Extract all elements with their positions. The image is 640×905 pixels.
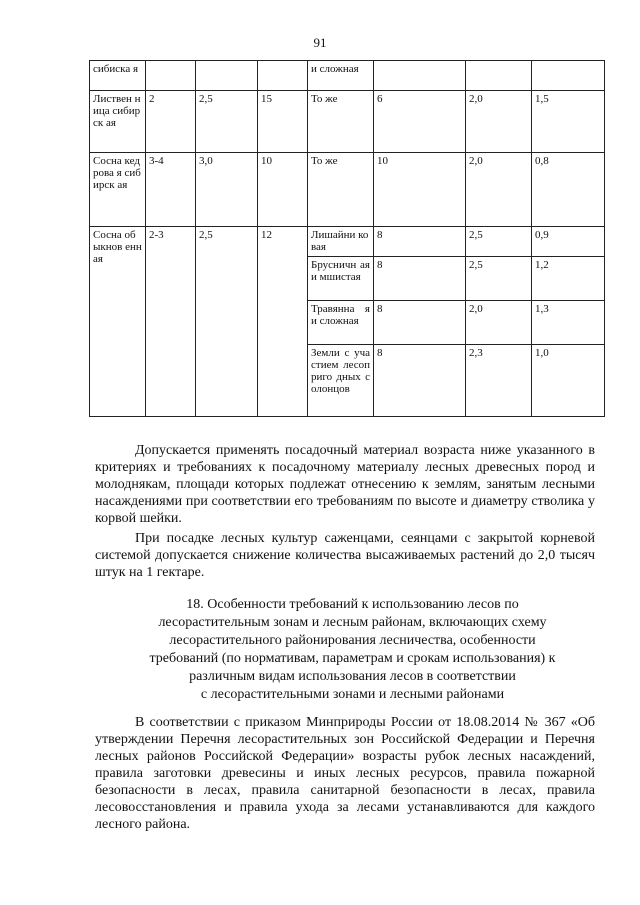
species-cell: Сосна обыкнов енная — [90, 227, 146, 417]
interval-cell: 8 — [374, 301, 466, 345]
forest-standards-table — [89, 60, 605, 417]
density-cell: 0,8 — [532, 153, 605, 227]
spacing-cell: 2,5 — [466, 227, 532, 257]
species-cell: Сосна кедрова я сибирск ая — [90, 153, 146, 227]
site-type-cell: То же — [308, 91, 374, 153]
density-cell: 1,3 — [532, 301, 605, 345]
spacing-cell: 2,0 — [466, 91, 532, 153]
heading-line: требований (по нормативам, параметрам и срокам использования) к — [149, 651, 556, 666]
table-row — [90, 227, 605, 257]
height-cell: 2,5 — [196, 227, 258, 417]
table-cell — [258, 61, 308, 91]
spacing-cell: 2,0 — [466, 153, 532, 227]
paragraph-order-reference: В соответствии с приказом Минприроды России от 18.08.2014 № 367 «Об утверждении Перечня лесорастительных зон Российской Федерации и Перечня лесных районов Российской Федерации» возрасты рубок лесных насаждений, правила заготовки древесины и иных лесных ресурсов, правила пожарной безопасности в лесах, правила санитарной безопасности в лесах, правила лесовосстановления и правила ухода за лесами устанавливаются для каждого лесного района. — [95, 715, 595, 832]
interval-cell: 8 — [374, 227, 466, 257]
age-cell: 2-3 — [146, 227, 196, 417]
species-cell: Листвен ница сибирск ая — [90, 91, 146, 153]
interval-cell: 10 — [374, 153, 466, 227]
spacing-cell: 2,0 — [466, 301, 532, 345]
heading-line: лесорастительным зонам и лесным районам, включающих схему — [158, 615, 547, 630]
spacing-cell: 2,3 — [466, 345, 532, 417]
age-cell: 2 — [146, 91, 196, 153]
table-cell — [146, 61, 196, 91]
table-cell — [532, 61, 605, 91]
page-number: 91 — [313, 35, 327, 50]
interval-cell: 6 — [374, 91, 466, 153]
site-type-cell: Земли с участием лесоприго дных солонцов — [308, 345, 374, 417]
height-cell: 2,5 — [196, 91, 258, 153]
heading-line: лесорастительного районирования лесничества, особенности — [169, 633, 536, 648]
table-cell — [466, 61, 532, 91]
table-row — [90, 61, 605, 91]
age-cell: 3-4 — [146, 153, 196, 227]
interval-cell: 8 — [374, 345, 466, 417]
site-type-cell: Лишайни ковая — [308, 227, 374, 257]
spacing-cell: 2,5 — [466, 257, 532, 301]
density-cell: 1,5 — [532, 91, 605, 153]
site-type-cell: Брусничн ая и мшистая — [308, 257, 374, 301]
diameter-cell: 12 — [258, 227, 308, 417]
species-cell: сибиска я — [90, 61, 146, 91]
section-heading — [110, 596, 595, 704]
heading-line: различным видам использования лесов в соответствии — [189, 669, 516, 684]
paragraph-seedlings: При посадке лесных культур саженцами, сеянцами с закрытой корневой системой допускается снижение количества высаживаемых растений до 2,0 тысяч штук на 1 гектаре. — [95, 531, 595, 580]
table-cell — [196, 61, 258, 91]
table-row — [90, 153, 605, 227]
interval-cell: 8 — [374, 257, 466, 301]
table-cell — [374, 61, 466, 91]
heading-line: 18. Особенности требований к использованию лесов по — [186, 597, 519, 612]
diameter-cell: 10 — [258, 153, 308, 227]
height-cell: 3,0 — [196, 153, 258, 227]
table-row — [90, 91, 605, 153]
diameter-cell: 15 — [258, 91, 308, 153]
heading-line: с лесорастительными зонами и лесными районами — [200, 687, 505, 702]
site-type-cell: Травянна я и сложная — [308, 301, 374, 345]
paragraph-planting-material: Допускается применять посадочный материал возраста ниже указанного в критериях и требованиях к посадочному материалу лесных древесных пород и молоднякам, площади которых подлежат отнесению к землям, занятым лесными насаждениями при соответствии его требованиям по высоте и диаметру стволика у корвой шейки. — [95, 443, 595, 526]
site-type-cell: То же — [308, 153, 374, 227]
density-cell: 0,9 — [532, 227, 605, 257]
site-type-cell: и сложная — [308, 61, 374, 91]
density-cell: 1,2 — [532, 257, 605, 301]
density-cell: 1,0 — [532, 345, 605, 417]
